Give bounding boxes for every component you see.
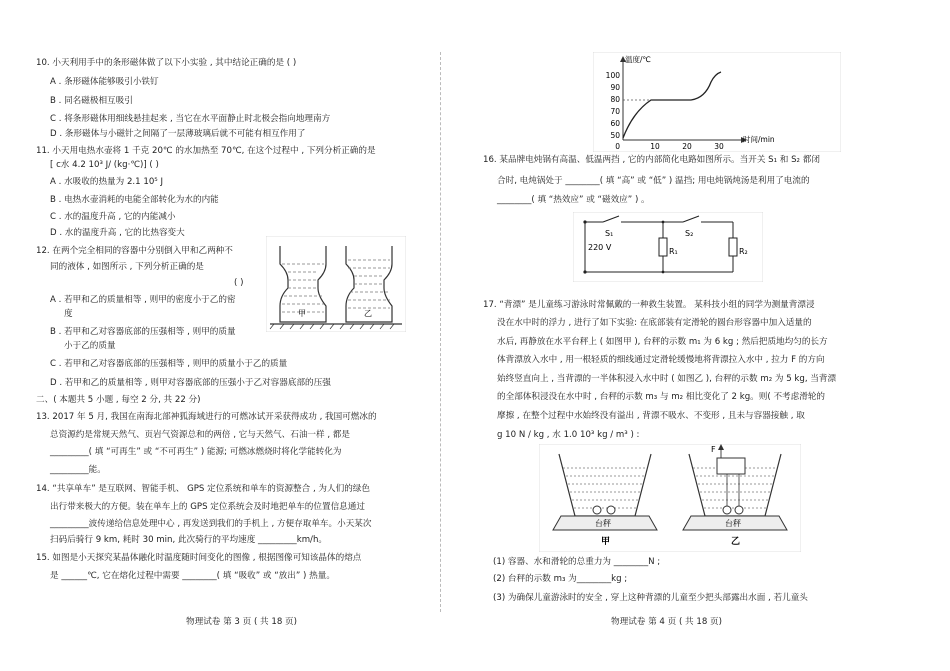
x-tick: 30 xyxy=(714,142,724,151)
voltage-label: 220 V xyxy=(588,243,612,252)
left-text-line: C . 将条形磁体用细线悬挂起来 , 当它在水平面静止时北极会指向地理南方 xyxy=(50,114,331,124)
left-text-line: 扫码后骑行 9 km, 耗时 30 min, 此次骑行的平均速度 _________km/h。 xyxy=(50,535,327,545)
left-text-line: D . 水的温度升高 , 它的比热容变大 xyxy=(50,228,185,238)
left-text-line: A . 水吸收的热量为 2.1 10⁵ J xyxy=(50,177,164,187)
right-text-line: 合时, 电炖锅处于 ________( 填 “高” 或 “低” ) 温挡; 用电炖锅炖汤是利用了电流的 xyxy=(497,176,810,186)
left-text-line: 出行带来极大的方便。装在单车上的 GPS 定位系统会及时地把单车的位置信息通过 xyxy=(50,502,365,512)
right-page xyxy=(475,0,950,671)
right-text-line: ________( 填 “热效应” 或 “磁效应” ) 。 xyxy=(497,195,650,205)
left-text-line: B . 同名磁极相互吸引 xyxy=(50,96,133,106)
left-text-line: 二、( 本题共 5 小题 , 每空 2 分, 共 22 分) xyxy=(36,395,201,405)
left-text-line: 15. 如图是小天探究某晶体融化时温度随时间变化的图像 , 根据图像可知该晶体的熔点 xyxy=(36,553,362,563)
figure-label-a: 甲 xyxy=(601,537,611,547)
left-text-line: 13. 2017 年 5 月, 我国在南海北部神狐海域进行的可燃冰试开采获得成功 , 我国可燃冰的 xyxy=(36,412,377,422)
resistor-r1-label: R₁ xyxy=(669,247,678,256)
y-tick: 80 xyxy=(610,95,620,104)
right-text-line: 16. 某品牌电炖锅有高温、低温两挡 , 它的内部简化电路如图所示。当开关 S₁ 和 S₂ 都闭 xyxy=(483,155,820,165)
left-text-line: _________能。 xyxy=(50,465,106,475)
left-text-line: 11. 小天用电热水壶将 1 千克 20℃ 的水加热至 70℃, 在这个过程中 , 下列分析正确的是 xyxy=(36,146,376,156)
left-text-line: C . 若甲和乙对容器底部的压强相等 , 则甲的质量小于乙的质量 xyxy=(50,359,288,369)
graph-origin: 0 xyxy=(615,142,620,151)
left-text-line: _________( 填 “可再生” 或 “不可再生” ) 能源; 可燃冰燃烧时将化学能转化为 xyxy=(50,447,342,457)
right-footer: 物理试卷 第 4 页 ( 共 18 页) xyxy=(611,617,722,627)
left-text-line: [ c水 4.2 10³ J/ (kg·℃)] ( ) xyxy=(50,160,159,170)
right-text-line: 摩擦 , 在整个过程中水始终没有溢出 , 背漂不吸水、不变形 , 且未与容器接触 , 取 xyxy=(497,411,805,421)
scale-label-b: 台秤 xyxy=(725,519,741,528)
left-text-line: 12. 在两个完全相同的容器中分别倒入甲和乙两种不 xyxy=(36,246,233,256)
figure-17-containers xyxy=(539,444,801,552)
figure-12-containers xyxy=(266,236,406,332)
left-text-line: A . 条形磁体能够吸引小铁钉 xyxy=(50,77,159,87)
graph-x-label: 时间/min xyxy=(743,135,775,144)
left-text-line: D . 若甲和乙的质量相等 , 则甲对容器底部的压强小于乙对容器底部的压强 xyxy=(50,378,331,388)
left-text-line: B . 电热水壶消耗的电能全部转化为水的内能 xyxy=(50,195,219,205)
y-tick: 100 xyxy=(605,71,620,80)
right-text-line: g 10 N / kg , 水 1.0 10³ kg / m³ ) : xyxy=(497,430,640,440)
left-text-line: 小于乙的质量 xyxy=(64,341,116,351)
graph-y-label: 温度/℃ xyxy=(625,55,651,64)
right-text-line: 水后, 再静放在水平台秤上 ( 如图甲 ), 台秤的示数 m₁ 为 6 kg ; 然后把质地均匀的长方 xyxy=(497,337,828,347)
y-tick: 50 xyxy=(610,131,620,140)
right-text-line: 17. “背漂” 是儿童练习游泳时常佩戴的一种救生装置。 某科技小组的同学为测量背漂浸 xyxy=(483,300,815,310)
x-tick: 10 xyxy=(650,142,660,151)
left-text-line: 同的液体 , 如图所示 , 下列分析正确的是 xyxy=(50,262,204,272)
left-text-line: A . 若甲和乙的质量相等 , 则甲的密度小于乙的密 xyxy=(50,295,236,305)
left-text-line: ( ) xyxy=(234,278,244,288)
switch-s1-label: S₁ xyxy=(605,229,614,238)
left-text-line: 14. “共享单车” 是互联网、智能手机、 GPS 定位系统和单车的资源整合 , 为人们的绿色 xyxy=(36,484,370,494)
left-text-line: 总资源约是常规天然气、页岩气资源总和的两倍 , 它与天然气、石油一样 , 都是 xyxy=(50,430,350,440)
right-text-line: 体背漂放入水中 , 用一根轻质的细线通过定滑轮缓慢地将背漂拉入水中 , 拉力 F 的方向 xyxy=(497,355,825,365)
left-footer: 物理试卷 第 3 页 ( 共 18 页) xyxy=(186,617,297,627)
left-text-line: 度 xyxy=(64,309,73,319)
figure-16-circuit xyxy=(573,212,763,282)
left-text-line: 10. 小天利用手中的条形磁体做了以下小实验 , 其中结论正确的是 ( ) xyxy=(36,58,297,68)
figure-15-temperature-graph xyxy=(593,52,841,152)
resistor-r2-label: R₂ xyxy=(739,247,748,256)
figure-label-b: 乙 xyxy=(731,537,741,547)
force-label: F xyxy=(711,445,716,454)
left-text-line: D . 条形磁体与小磁针之间隔了一层薄玻璃后就不可能有相互作用了 xyxy=(50,129,306,139)
container-a-label: 甲 xyxy=(298,309,306,318)
x-tick: 20 xyxy=(682,142,692,151)
left-text-line: _________波传递给信息处理中心 , 再发送到我们的手机上 , 方便存取单车。小天某次 xyxy=(50,519,372,529)
right-text-line: (2) 台秤的示数 m₃ 为________kg ; xyxy=(493,574,628,584)
right-text-line: (3) 为确保儿童游泳时的安全 , 穿上这种背漂的儿童至少把头部露出水面 , 若儿童头 xyxy=(493,593,808,603)
left-text-line: C . 水的温度升高 , 它的内能减小 xyxy=(50,212,176,222)
y-tick: 70 xyxy=(610,107,620,116)
container-b-label: 乙 xyxy=(364,309,372,318)
switch-s2-label: S₂ xyxy=(685,229,694,238)
page-divider xyxy=(440,52,441,612)
y-tick: 60 xyxy=(610,119,620,128)
right-text-line: 的全部体积浸没在水中时 , 台秤的示数 m₃ 与 m₂ 相比变化了 2 kg。则( 不考虑滑轮的 xyxy=(497,392,826,402)
right-text-line: (1) 容器、水和滑轮的总重力为 ________N ; xyxy=(493,557,661,567)
right-text-line: 始终竖直向上 , 当背漂的一半体积浸入水中时 ( 如图乙 ), 台秤的示数 m₂ 为 5 kg, 当背漂 xyxy=(497,374,837,384)
left-text-line: 是 ______℃, 它在熔化过程中需要 ________( 填 “吸收” 或 “放出” ) 热量。 xyxy=(50,571,335,581)
scale-label-a: 台秤 xyxy=(595,519,611,528)
y-tick: 90 xyxy=(610,83,620,92)
right-text-line: 没在水中时的浮力 , 进行了如下实验: 在底部装有定滑轮的圆台形容器中加入适量的 xyxy=(497,318,812,328)
left-text-line: B . 若甲和乙对容器底部的压强相等 , 则甲的质量 xyxy=(50,327,236,337)
